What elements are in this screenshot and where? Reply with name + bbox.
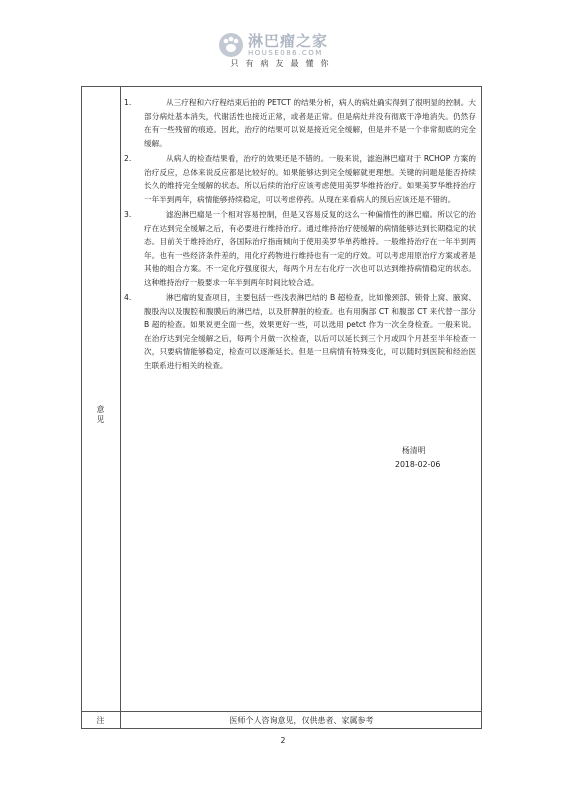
doctor-signature: 杨清明 [402,446,426,455]
site-logo [218,32,328,58]
item-number: 2. [124,154,132,163]
item-number: 1. [124,98,132,107]
note-label: 注 [96,716,105,725]
site-name: 淋巴瘤之家 [248,31,329,50]
table-column-divider [120,86,121,729]
signature-date: 2018-02-06 [395,460,441,469]
item-text: 淋巴瘤的复查项目，主要包括一些浅表淋巴结的 B 超检查，比如像颈部、锁骨上窝、腋窝、腹股沟以及腹腔和腹膜后的淋巴结，以及肝脾脏的检查。也有用胸部 CT 和腹部 CT 来代替一部分 B 超的检查。如果说更全面一些，效果更好一些，可以选用 petct 作为一次全身检查。一般来说。在治疗达到完全缓解之后，每两个月做一次检查，以后可以延长到三个月或四个月甚至半年检查一次，只要病情能够稳定，检查可以逐渐延长。但是一旦病情有特殊变化，可以随时到医院和经治医生联系进行相关的检查。 [144,293,476,370]
opinion-item [124,152,476,206]
item-number: 3. [124,210,132,219]
site-domain: HOUSE086.COM [248,48,323,57]
page-number: 2 [280,736,286,745]
item-number: 4. [124,293,132,302]
page-header [0,26,566,74]
paw-logo-icon [218,32,244,58]
item-text: 从病人的检查结果看，治疗的效果还是不错的。一般来说，滤泡淋巴瘤对于 RCHOP 方案的治疗反应，总体来说反应都是比较好的。如果能够达到完全缓解就更理想。关键的问题是能否持续长久的维持完全缓解的状态。所以后续的治疗应该考虑使用美罗华维持治疗。如果美罗华维持治疗一年半到两年，病情能够持续稳定，可以考虑停药。从现在来看病人的预后应该还是不错的。 [144,154,476,204]
note-text: 医师个人咨询意见，仅供患者、家属参考 [229,716,374,725]
item-text: 从三疗程和六疗程结束后拍的 PETCT 的结果分析，病人的病灶确实得到了很明显的控制。大部分病灶基本消失，代谢活性也接近正常，或者是正常。但是病灶并没有彻底干净地消失。仍然存在有一些残留的痕迹。因此，治疗的结果可以说是接近完全缓解，但是并不是一个非常彻底的完全缓解。 [144,98,476,148]
opinion-item [124,291,476,372]
opinion-item [124,208,476,289]
opinion-item [124,96,476,150]
item-text: 滤泡淋巴瘤是一个相对容易控制，但是又容易反复的这么一种偏惰性的淋巴瘤。所以它的治疗在达到完全缓解之后，有必要进行维持治疗。通过维持治疗使缓解的病情能够达到长期稳定的状态。目前关于维持治疗，各国际治疗指南倾向于使用美罗华单药维持。一般维持治疗在一年半到两年。也有一些经济条件差的，用化疗药物进行维持也有一定的疗效。可以考虑用原治疗方案或者是其他的组合方案。不一定化疗强度很大，每两个月左右化疗一次也可以达到维持病情稳定的状态。这种维持治疗一般要求一年半到两年时间比较合适。 [144,210,476,287]
opinion-content [124,96,476,374]
opinion-label: 意见 [96,405,105,425]
site-slogan: 只有病友最懂你 [230,59,336,68]
